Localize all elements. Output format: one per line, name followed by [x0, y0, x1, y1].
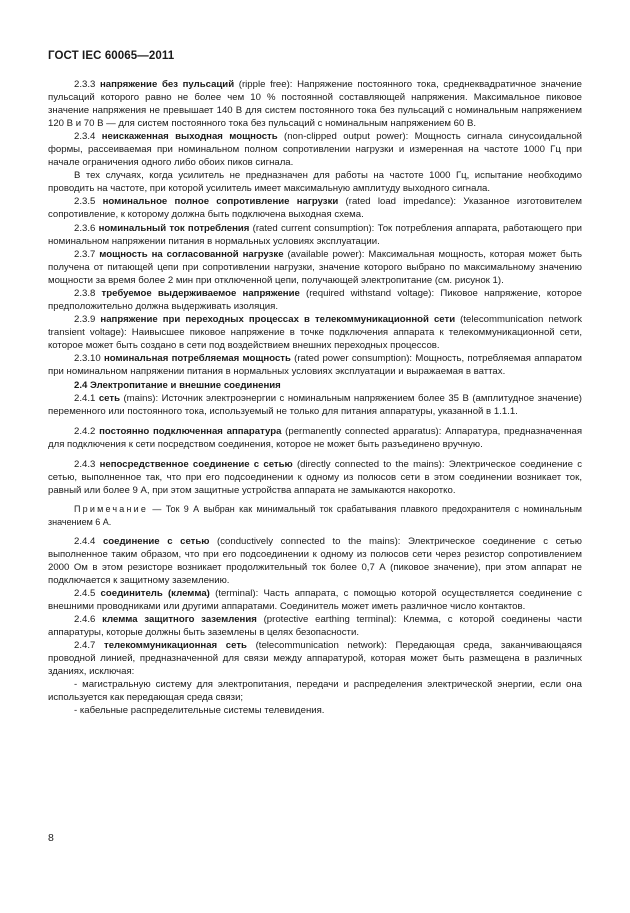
term: неискаженная выходная мощность: [101, 131, 278, 143]
clause-2-4-4: 2.4.4 соединение с сетью (conductively connected to the mains): Электрическое соединение с сетью выполненное таким образом, что при его подсоединении к одному из полюсов сети через резистор сопротивлением 2000 Ом в этом резисторе возникает продолжительный ток более 0,7 А (пиковое значение), при этом аппарат не подключается к защитному заземлению.: [48, 535, 582, 586]
clause-2-3-4-extra: В тех случаях, когда усилитель не предназначен для работы на частоте 1000 Гц, испытание необходимо проводить на частоте, при которой усилитель имеет максимальную амплитуду выходного сигнала.: [48, 170, 582, 195]
term: номинальное полное сопротивление нагрузки: [102, 196, 339, 208]
clause-2-3-8: 2.3.8 требуемое выдерживаемое напряжение (required withstand voltage): Пиковое напряжение, которое предположительно должна выдерживать изоляция.: [48, 287, 582, 312]
page-header: [48, 50, 174, 62]
clause-2-4-1: 2.4.1 сеть (mains): Источник электроэнергии с номинальным напряжением более 35 В (амплитудное значение) переменного или постоянного тока, используемый не только для питания аппаратуры, указанной в 1.1.1.: [48, 393, 582, 418]
section-heading-2-4: 2.4 Электропитание и внешние соединения: [74, 380, 281, 392]
term: непосредственное соединение с сетью: [99, 459, 293, 471]
standard-id: ГОСТ IEC 60065—2011: [48, 50, 175, 62]
clause-2-3-3: 2.3.3 напряжение без пульсаций (ripple free): Напряжение постоянного тока, среднеквадратичное значение пульсаций которого равно не более чем 10 % постоянной составляющей напряжения. Максимальное пиковое значение напряжения не превышает 140 В для систем постоянного тока без пульсаций с номинальным напряжением 120 В и 70 В — для систем постоянного тока без пульсаций с номинальным напряжением 60 В.: [48, 79, 582, 130]
clause-2-3-4: 2.3.4 неискаженная выходная мощность (non-clipped output power): Мощность сигнала синусоидальной формы, рассеиваемая при номинальном полном сопротивлении нагрузки и измеренная на частоте 1000 Гц при начале ограничения одного либо обоих пиков сигнала.: [48, 131, 583, 169]
term: соединение с сетью: [102, 535, 210, 547]
term: напряжение при переходных процессах в телекоммуникационной сети: [100, 313, 456, 325]
clause-2-3-7: 2.3.7 мощность на согласованной нагрузке (available power): Максимальная мощность, которая может быть получена от питающей цепи при сопротивлении нагрузки, значение которого выбрано по максимальному значению мощности за время более 2 мин при отключенной цепи, получающей электропитание (см. рисунок 1).: [48, 248, 582, 286]
note-label: Примечание: [74, 504, 149, 515]
term: требуемое выдерживаемое напряжение: [101, 287, 300, 299]
clause-2-4-6: 2.4.6 клемма защитного заземления (protective earthing terminal): Клемма, с которой соединены части аппаратуры, которые должны быть заземлены в целях безопасности.: [48, 613, 582, 638]
document-body: [48, 78, 582, 717]
list-item: - кабельные распределительные системы телевидения.: [74, 705, 325, 717]
note-2-4-3: Примечание — Ток 9 А выбран как минимальный ток срабатывания плавкого предохранителя с номинальным значением 6 А.: [48, 504, 582, 528]
term: мощность на согласованной нагрузке: [99, 248, 284, 260]
term: клемма защитного заземления: [102, 613, 257, 625]
list-item: - магистральную систему для электропитания, передачи и распределения электрической энергии, если она используется как передающая среда связи;: [48, 679, 582, 704]
page-number: 8: [48, 832, 54, 844]
clause-2-3-6: 2.3.6 номинальный ток потребления (rated current consumption): Ток потребления аппарата, работающего при номинальном напряжении питания в нормальных условиях эксплуатации.: [48, 222, 582, 247]
clause-2-3-10: 2.3.10 номинальная потребляемая мощность (rated power consumption): Мощность, потребляемая аппаратом при номинальном напряжении питания в нормальных условиях эксплуатации и выражаемая в ваттах.: [48, 352, 582, 378]
term: номинальная потребляемая мощность: [103, 352, 291, 364]
clause-2-3-5: 2.3.5 номинальное полное сопротивление нагрузки (rated load impedance): Указанное изготовителем сопротивление, к которому должна быть подключена выходная схема.: [48, 196, 583, 221]
term: сеть: [98, 393, 120, 405]
term: соединитель (клемма): [100, 587, 210, 599]
term: телекоммуникационная сеть: [104, 640, 247, 652]
clause-2-4-5: 2.4.5 соединитель (клемма) (terminal): Часть аппарата, с помощью которой осуществляется соединение с внешними проводниками или другими аппаратами. Соединитель может иметь различное число контактов.: [48, 587, 582, 612]
clause-2-3-9: 2.3.9 напряжение при переходных процессах в телекоммуникационной сети (telecommunication network transient voltage): Наивысшее пиковое напряжение в точке подключения аппарата к телекоммуникационной сети, которое может быть создано в сети под воздействием внешних переходных процессов.: [48, 313, 583, 351]
clause-2-4-7: 2.4.7 телекоммуникационная сеть (telecommunication network): Передающая среда, заканчивающаяся проводной линией, предназначенной для связи между аппаратурой, которая может быть размещена в различных зданиях, исключая:: [48, 640, 582, 678]
term: постоянно подключенная аппаратура: [99, 426, 282, 438]
term: номинальный ток потребления: [98, 222, 250, 234]
clause-2-4-2: 2.4.2 постоянно подключенная аппаратура (permanently connected apparatus): Аппаратура, предназначенная для подключения к сети посредством соединения, которое не может быть разъединено вручную.: [48, 426, 583, 451]
term: напряжение без пульсаций: [100, 79, 235, 90]
clause-2-4-3: 2.4.3 непосредственное соединение с сетью (directly connected to the mains): Электрическое соединение с сетью, выполненное так, что при его подсоединении к одному из полюсов сети в этом соединении возникает ток, равный или более 9 А, при этом защитные устройства аппарата не замыкаются накоротко.: [48, 459, 582, 497]
